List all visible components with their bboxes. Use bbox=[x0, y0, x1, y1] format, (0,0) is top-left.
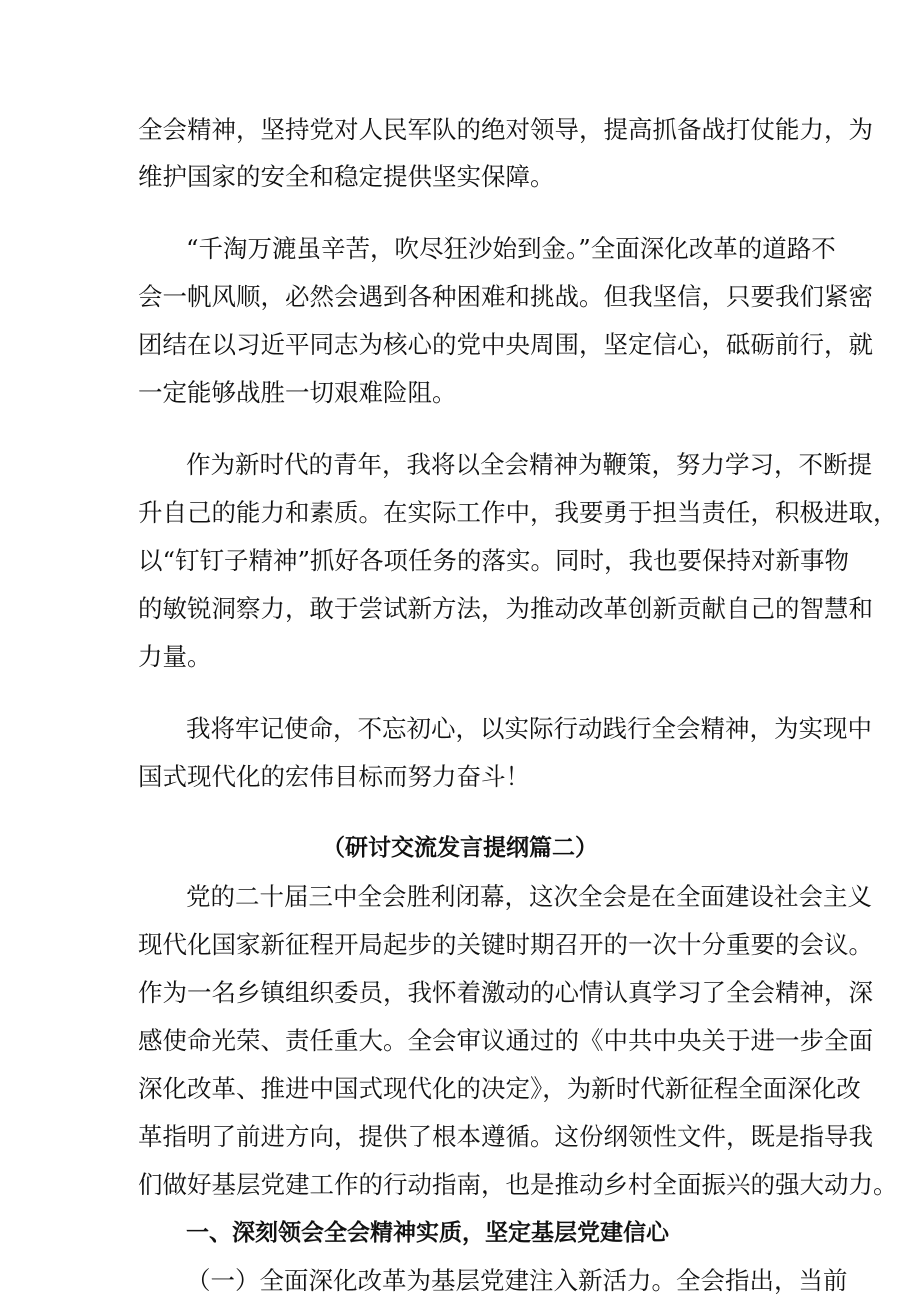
body-text-line: “千淘万漉虽辛苦，吹尽狂沙始到金。”全面深化改革的道路不 bbox=[186, 234, 836, 263]
body-text-line: 现代化国家新征程开局起步的关键时期召开的一次十分重要的会议。 bbox=[138, 930, 873, 959]
body-text-line: 维护国家的安全和稳定提供坚实保障。 bbox=[138, 162, 555, 191]
body-text-line: 团结在以习近平同志为核心的党中央周围，坚定信心，砥砺前行，就 bbox=[138, 330, 873, 359]
body-text-line: 一定能够战胜一切艰难险阻。 bbox=[138, 378, 457, 407]
body-text-line: 革指明了前进方向，提供了根本遵循。这份纲领性文件，既是指导我 bbox=[138, 1122, 873, 1151]
body-text-line: 党的二十届三中全会胜利闭幕，这次全会是在全面建设社会主义 bbox=[186, 882, 872, 911]
body-text-line: 全会精神，坚持党对人民军队的绝对领导，提高抓备战打仗能力，为 bbox=[138, 115, 873, 144]
body-text-line: 作为新时代的青年，我将以全会精神为鞭策，努力学习，不断提 bbox=[186, 450, 872, 479]
body-text-line: 作为一名乡镇组织委员，我怀着激动的心情认真学习了全会精神，深 bbox=[138, 978, 873, 1007]
body-text-line: 的敏锐洞察力，敢于尝试新方法，为推动改革创新贡献自己的智慧和 bbox=[138, 594, 873, 623]
body-text-line: （一）全面深化改革为基层党建注入新活力。全会指出，当前 bbox=[186, 1266, 848, 1295]
body-text-line: 以“钉钉子精神”抓好各项任务的落实。同时，我也要保持对新事物 bbox=[138, 546, 850, 575]
section-title: （研讨交流发言提纲篇二） bbox=[322, 835, 598, 861]
subsection-heading: 一、深刻领会全会精神实质，坚定基层党建信心 bbox=[186, 1220, 669, 1246]
body-text-line: 我将牢记使命，不忘初心，以实际行动践行全会精神，为实现中 bbox=[186, 714, 872, 743]
body-text-line: 深化改革、推进中国式现代化的决定》，为新时代新征程全面深化改 bbox=[138, 1074, 861, 1103]
body-text-line: 力量。 bbox=[138, 642, 212, 671]
body-text-line: 感使命光荣、责任重大。全会审议通过的《中共中央关于进一步全面 bbox=[138, 1026, 873, 1055]
body-text-line: 会一帆风顺，必然会遇到各种困难和挑战。但我坚信，只要我们紧密 bbox=[138, 282, 873, 311]
body-text-line: 升自己的能力和素质。在实际工作中，我要勇于担当责任，积极进取， bbox=[138, 498, 898, 527]
body-text-line: 们做好基层党建工作的行动指南，也是推动乡村全面振兴的强大动力。 bbox=[138, 1170, 898, 1199]
body-text-line: 国式现代化的宏伟目标而努力奋斗！ bbox=[138, 762, 530, 791]
